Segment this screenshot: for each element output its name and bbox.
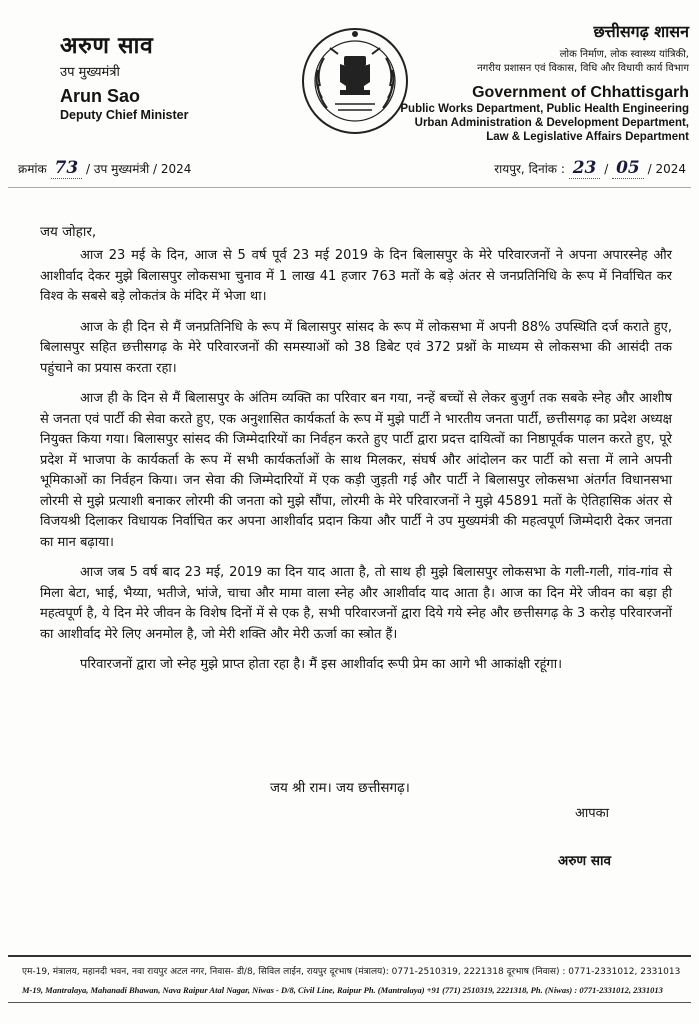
valediction: आपका xyxy=(575,806,610,821)
paragraph: आज जब 5 वर्ष बाद 23 मई, 2019 का दिन याद आता है, तो साथ ही मुझे बिलासपुर लोकसभा के गली-गली, गांव-गांव से मिला बेटा, भाई, भैय्या, भतीजे, भांजे, चाचा और मामा वाला स्नेह और आशीर्वाद याद आता है। आज का दिन मेरे जीवन का बड़ा ही महत्वपूर्ण है, ये दिन मेरे जीवन के विशेष दिनों में से एक है, सभी परिवारजनों द्वारा दिये गये स्नेह और छत्तीसगढ़ के 3 करोड़ परिवारजनों का आशीर्वाद मेरे लिए अनमोल है, जो मेरी शक्ति और मेरी ऊर्जा का स्त्रोत हैं। xyxy=(40,565,672,642)
date-month: 05 xyxy=(612,158,644,179)
greeting: जय जोहार, xyxy=(40,224,97,240)
paragraph: परिवारजनों द्वारा जो स्नेह मुझे प्राप्त होता रहा है। मैं इस आशीर्वाद रूपी प्रेम का आगे भी आकांक्षी रहूंगा। xyxy=(80,657,563,672)
paragraph: आज 23 मई के दिन, आज से 5 वर्ष पूर्व 23 मई 2019 के दिन बिलासपुर के मेरे परिवारजनों ने अपना अपारस्नेह और आशीर्वाद देकर मुझे बिलासपुर लोकसभा चुनाव में 1 लाख 41 हजार 763 मतों के बड़े अंतर से जनप्रतिनिधि के रूप में निर्वाचित कर विश्व के सबसे बड़े लोकतंत्र के मंदिर में भेजा था। xyxy=(40,248,672,304)
department-english-line: Law & Legislative Affairs Department xyxy=(486,131,689,143)
reference-suffix: / उप मुख्यमंत्री / 2024 xyxy=(86,162,192,176)
footer-address-hindi: एम-19, मंत्रालय, महानदी भवन, नवा रायपुर अटल नगर, निवास- डी/8, सिविल लाईन, रायपुर दूरभाष (मंत्रालय): 0771-2510319, 2221318 दूरभाष (निवास) : 0771-2331012, 2331013 xyxy=(22,967,681,977)
place-date-label: रायपुर, दिनांक : xyxy=(494,162,565,176)
signature-name: अरुण साव xyxy=(558,853,611,869)
reference-number xyxy=(18,158,191,179)
kramank-label: क्रमांक xyxy=(18,162,47,176)
reference-number-value: 73 xyxy=(51,158,83,179)
closing-slogan: जय श्री राम। जय छत्तीसगढ़। xyxy=(270,780,410,796)
sender-title-english: Deputy Chief Minister xyxy=(60,108,189,122)
government-header xyxy=(389,20,689,144)
footer-bottom-rule xyxy=(8,1002,691,1003)
department-english-line: Public Works Department, Public Health Engineering xyxy=(400,103,689,115)
sender-name-english: Arun Sao xyxy=(60,86,141,106)
date-day: 23 xyxy=(569,158,601,179)
department-hindi-line: लोक निर्माण, लोक स्वास्थ्य यांत्रिकी, xyxy=(559,49,689,60)
date-year: / 2024 xyxy=(647,162,686,176)
sender-name-hindi: अरुण साव xyxy=(60,33,154,59)
department-english-line: Urban Administration & Development Department, xyxy=(414,117,689,129)
letter-date: रायपुर, दिनांक : 23 / 05 / 2024 xyxy=(494,158,686,178)
paragraph: आज ही के दिन से मैं बिलासपुर के अंतिम व्यक्ति का परिवार बन गया, नन्हें बच्चों से लेकर बुजुर्ग तक सबके स्नेह और आशीष से जनता एवं पार्टी की सेवा करते हुए, एक अनुशासित कार्यकर्ता के रूप में मुझे पार्टी ने भारतीय जनता पार्टी, छत्तीसगढ़ का प्रदेश अध्यक्ष नियुक्त किया गया। बिलासपुर सांसद की जिम्मेदारियों का निर्वहन करते हुए पार्टी द्वारा प्रदत्त दायित्वों का निष्ठापूर्वक पालन करते हुए, पूरे प्रदेश में भाजपा के कार्यकर्ता के रूप में सभी कार्यकर्ताओं के साथ मिलकर, संघर्ष और आंदोलन कर पार्टी को सत्ता में लाने अपनी भूमिकाओं का निर्वहन किया। जन सेवा की जिम्मेदारियों में एक कड़ी जुड़ती गई और पार्टी ने बिलासपुर लोकसभा अंतर्गत विधानसभा लोरमी से मुझे प्रत्याशी बनाकर लोरमी की जनता को मुझे सौंपा, लोरमी के मेरे परिवारजनों ने मुझे 45891 मतों के ऐतिहासिक अंतर से विजयश्री दिलाकर विधायक निर्वाचित कर अपना आशीर्वाद प्रदान किया और पार्टी ने उप मुख्यमंत्री की महत्वपूर्ण जिम्मेदारी देकर जनता का मान बढ़ाया। xyxy=(40,391,672,550)
paragraph: आज के ही दिन से मैं जनप्रतिनिधि के रूप में बिलासपुर सांसद के रूप में लोकसभा में अपनी 88% उपस्थिति दर्ज कराते हुए, बिलासपुर सहित छत्तीसगढ़ के मेरे परिवारजनों की समस्याओं को 38 डिबेट एवं 372 प्रश्नों के माध्यम से लोकसभा की आसंदी तक पहुंचाने का प्रयास करता रहा। xyxy=(40,319,672,376)
letter-body xyxy=(40,246,672,680)
header-divider xyxy=(8,187,691,188)
government-name-english: Government of Chhattisgarh xyxy=(472,84,689,101)
footer-divider xyxy=(8,955,691,957)
department-hindi-line: नगरीय प्रशासन एवं विकास, विधि और विधायी कार्य विभाग xyxy=(477,63,689,74)
footer-address-english: M-19, Mantralaya, Mahanadi Bhawan, Nava Raipur Atal Nagar, Niwas - D/8, Civil Line, Raipur Ph. (Mantralaya) +91 (771) 2510319, 2221318, Ph. (Niwas) : 0771-2331012, 2331013 xyxy=(22,985,663,995)
government-name-hindi: छत्तीसगढ़ शासन xyxy=(593,22,689,41)
sender-title-hindi: उप मुख्यमंत्री xyxy=(60,65,120,80)
